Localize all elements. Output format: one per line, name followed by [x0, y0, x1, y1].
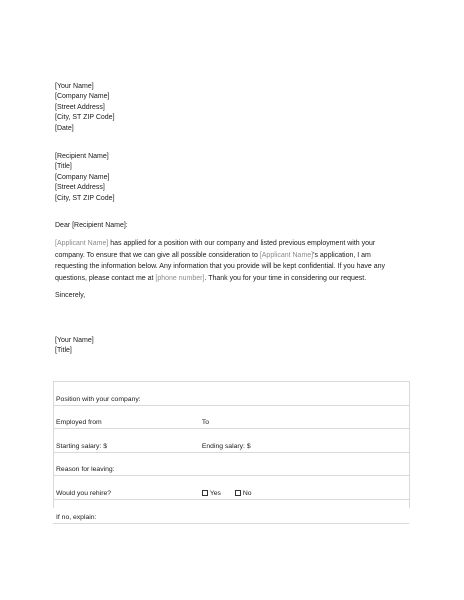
rehire-no-option[interactable]	[235, 490, 252, 497]
applicant-name-placeholder: [Applicant Name]	[55, 240, 109, 247]
rehire-label: Would you rehire?	[56, 489, 112, 497]
body-text-3: . Thank you for your time in considering our request.	[204, 274, 367, 282]
ending-salary-field[interactable]	[199, 429, 409, 453]
yes-label: Yes	[209, 489, 221, 497]
phone-number-placeholder: [phone number]	[155, 274, 205, 282]
starting-salary-label: Starting salary: $	[56, 442, 107, 450]
form-row-salary	[53, 429, 409, 453]
no-checkbox[interactable]	[235, 490, 241, 496]
reason-field[interactable]	[53, 452, 409, 476]
signer-block	[55, 336, 94, 357]
closing: Sincerely,	[55, 292, 86, 299]
employment-verification-form	[53, 381, 409, 524]
signer-title: [Title]	[55, 347, 72, 355]
salutation: Dear [Recipient Name]:	[55, 222, 128, 229]
signer-name: [Your Name]	[55, 337, 94, 344]
sender-city: [City, ST ZIP Code]	[55, 114, 115, 122]
employed-from-label: Employed from	[56, 419, 102, 427]
explain-label: If no, explain:	[56, 513, 97, 521]
reason-label: Reason for leaving:	[56, 466, 115, 474]
body-text-1: has applied for a position with our company and listed previous employment with your company. To ensure that we can give all possible consideration to	[55, 240, 376, 259]
recipient-company: [Company Name]	[55, 173, 110, 181]
rehire-options	[199, 476, 409, 500]
yes-checkbox[interactable]	[202, 490, 208, 496]
recipient-title: [Title]	[55, 163, 72, 171]
rehire-yes-option[interactable]	[202, 490, 221, 497]
rehire-question	[53, 476, 199, 500]
position-label: Position with your company:	[56, 395, 141, 403]
employed-from-field[interactable]	[53, 405, 199, 429]
recipient-city: [City, ST ZIP Code]	[55, 194, 115, 202]
employed-to-label: To	[201, 419, 210, 427]
recipient-street: [Street Address]	[55, 184, 105, 192]
form-row-position	[53, 382, 409, 406]
employed-to-field[interactable]	[199, 405, 409, 429]
recipient-name: [Recipient Name]	[55, 153, 109, 160]
form-row-rehire	[53, 476, 409, 500]
form-row-reason	[53, 452, 409, 476]
sender-address-block	[55, 82, 115, 134]
form-row-explain	[53, 499, 409, 523]
form-border-right	[409, 381, 410, 508]
position-field[interactable]	[53, 382, 409, 406]
body-paragraph	[55, 238, 400, 284]
form-row-employment-dates	[53, 405, 409, 429]
starting-salary-field[interactable]	[53, 429, 199, 453]
recipient-address-block	[55, 152, 115, 204]
sender-street: [Street Address]	[55, 103, 105, 111]
no-label: No	[242, 489, 252, 497]
letter-date: [Date]	[55, 124, 74, 132]
applicant-name-placeholder-2: [Applicant Name]	[259, 251, 314, 259]
ending-salary-label: Ending salary: $	[201, 442, 251, 450]
sender-name: [Your Name]	[55, 83, 94, 90]
body-text-2: 's application, I am requesting the information below. Any information that you provide will be kept confidential. If you have any questions, please contact me at	[55, 251, 385, 282]
sender-company: [Company Name]	[55, 93, 110, 101]
explain-field[interactable]	[53, 499, 409, 523]
